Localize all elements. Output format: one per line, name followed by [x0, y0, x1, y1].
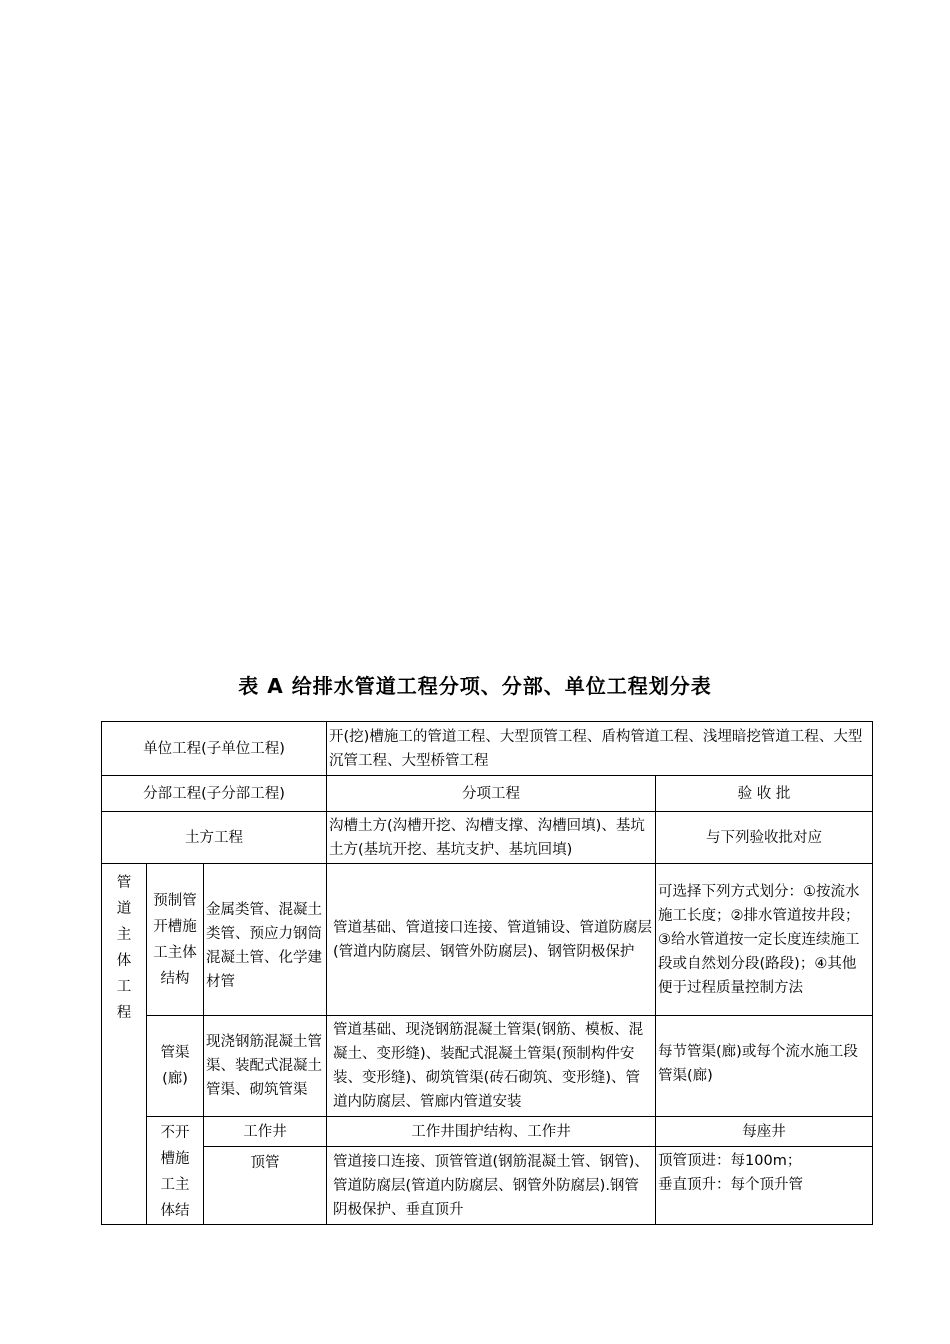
work-shaft-batch: 每座井 — [656, 1117, 873, 1147]
precast-pipe-types: 金属类管、混凝土类管、预应力钢筒混凝土管、化学建材管 — [204, 864, 327, 1016]
unit-project-value: 开(挖)槽施工的管道工程、大型顶管工程、盾构管道工程、浅埋暗挖管道工程、大型沉管工程、大型桥管工程 — [327, 722, 873, 776]
precast-items: 管道基础、管道接口连接、管道铺设、管道防腐层(管道内防腐层、钢管外防腐层)、钢管阴极保护 — [327, 864, 656, 1016]
channel-pipe-types: 现浇钢筋混凝土管渠、装配式混凝土管渠、砌筑管渠 — [204, 1016, 327, 1117]
channel-sub: 管渠(廊) — [147, 1016, 204, 1117]
channel-items: 管道基础、现浇钢筋混凝土管渠(钢筋、模板、混凝土、变形缝)、装配式混凝土管渠(预制构件安装、变形缝)、砌筑管渠(砖石砌筑、变形缝)、管道内防腐层、管廊内管道安装 — [327, 1016, 656, 1117]
trenchless-sub: 不开槽施工主体结 — [147, 1117, 204, 1225]
jacking-batch-line1: 顶管顶进：每100m； — [658, 1153, 802, 1170]
precast-batch: 可选择下列方式划分：①按流水施工长度；②排水管道按井段；③给水管道按一定长度连续施工段或自然划分段(路段)；④其他便于过程质量控制方法 — [656, 864, 873, 1016]
division-table — [101, 721, 873, 1225]
batch-header: 验 收 批 — [656, 776, 873, 812]
item-header: 分项工程 — [327, 776, 656, 812]
earthwork-division: 土方工程 — [102, 812, 327, 864]
page-title: 表 A 给排水管道工程分项、分部、单位工程划分表 — [238, 674, 712, 698]
table-row — [102, 812, 873, 864]
table-row — [102, 1147, 873, 1225]
unit-project-label: 单位工程(子单位工程) — [102, 722, 327, 776]
table-row — [102, 722, 873, 776]
jacking-pipe-cell: 顶管 — [204, 1147, 327, 1225]
table-row — [102, 1117, 873, 1147]
table-row — [102, 776, 873, 812]
division-header: 分部工程(子分部工程) — [102, 776, 327, 812]
channel-batch: 每节管渠(廊)或每个流水施工段管渠(廊) — [656, 1016, 873, 1117]
earthwork-items: 沟槽土方(沟槽开挖、沟槽支撑、沟槽回填)、基坑土方(基坑开挖、基坑支护、基坑回填) — [327, 812, 656, 864]
work-shaft-items: 工作井围护结构、工作井 — [327, 1117, 656, 1147]
work-shaft-cell: 工作井 — [204, 1117, 327, 1147]
main-group-cell: 管道主体工程 — [102, 864, 147, 1225]
jacking-batch-line2: 垂直顶升：每个顶升管 — [658, 1177, 804, 1194]
earthwork-batch: 与下列验收批对应 — [656, 812, 873, 864]
jacking-items: 管道接口连接、顶管管道(钢筋混凝土管、钢管)、管道防腐层(管道内防腐层、钢管外防腐层).钢管阴极保护、垂直顶升 — [327, 1147, 656, 1225]
precast-trench-sub: 预制管开槽施工主体结构 — [147, 864, 204, 1016]
table-row — [102, 864, 873, 1016]
jacking-batch — [656, 1147, 873, 1225]
table-row — [102, 1016, 873, 1117]
